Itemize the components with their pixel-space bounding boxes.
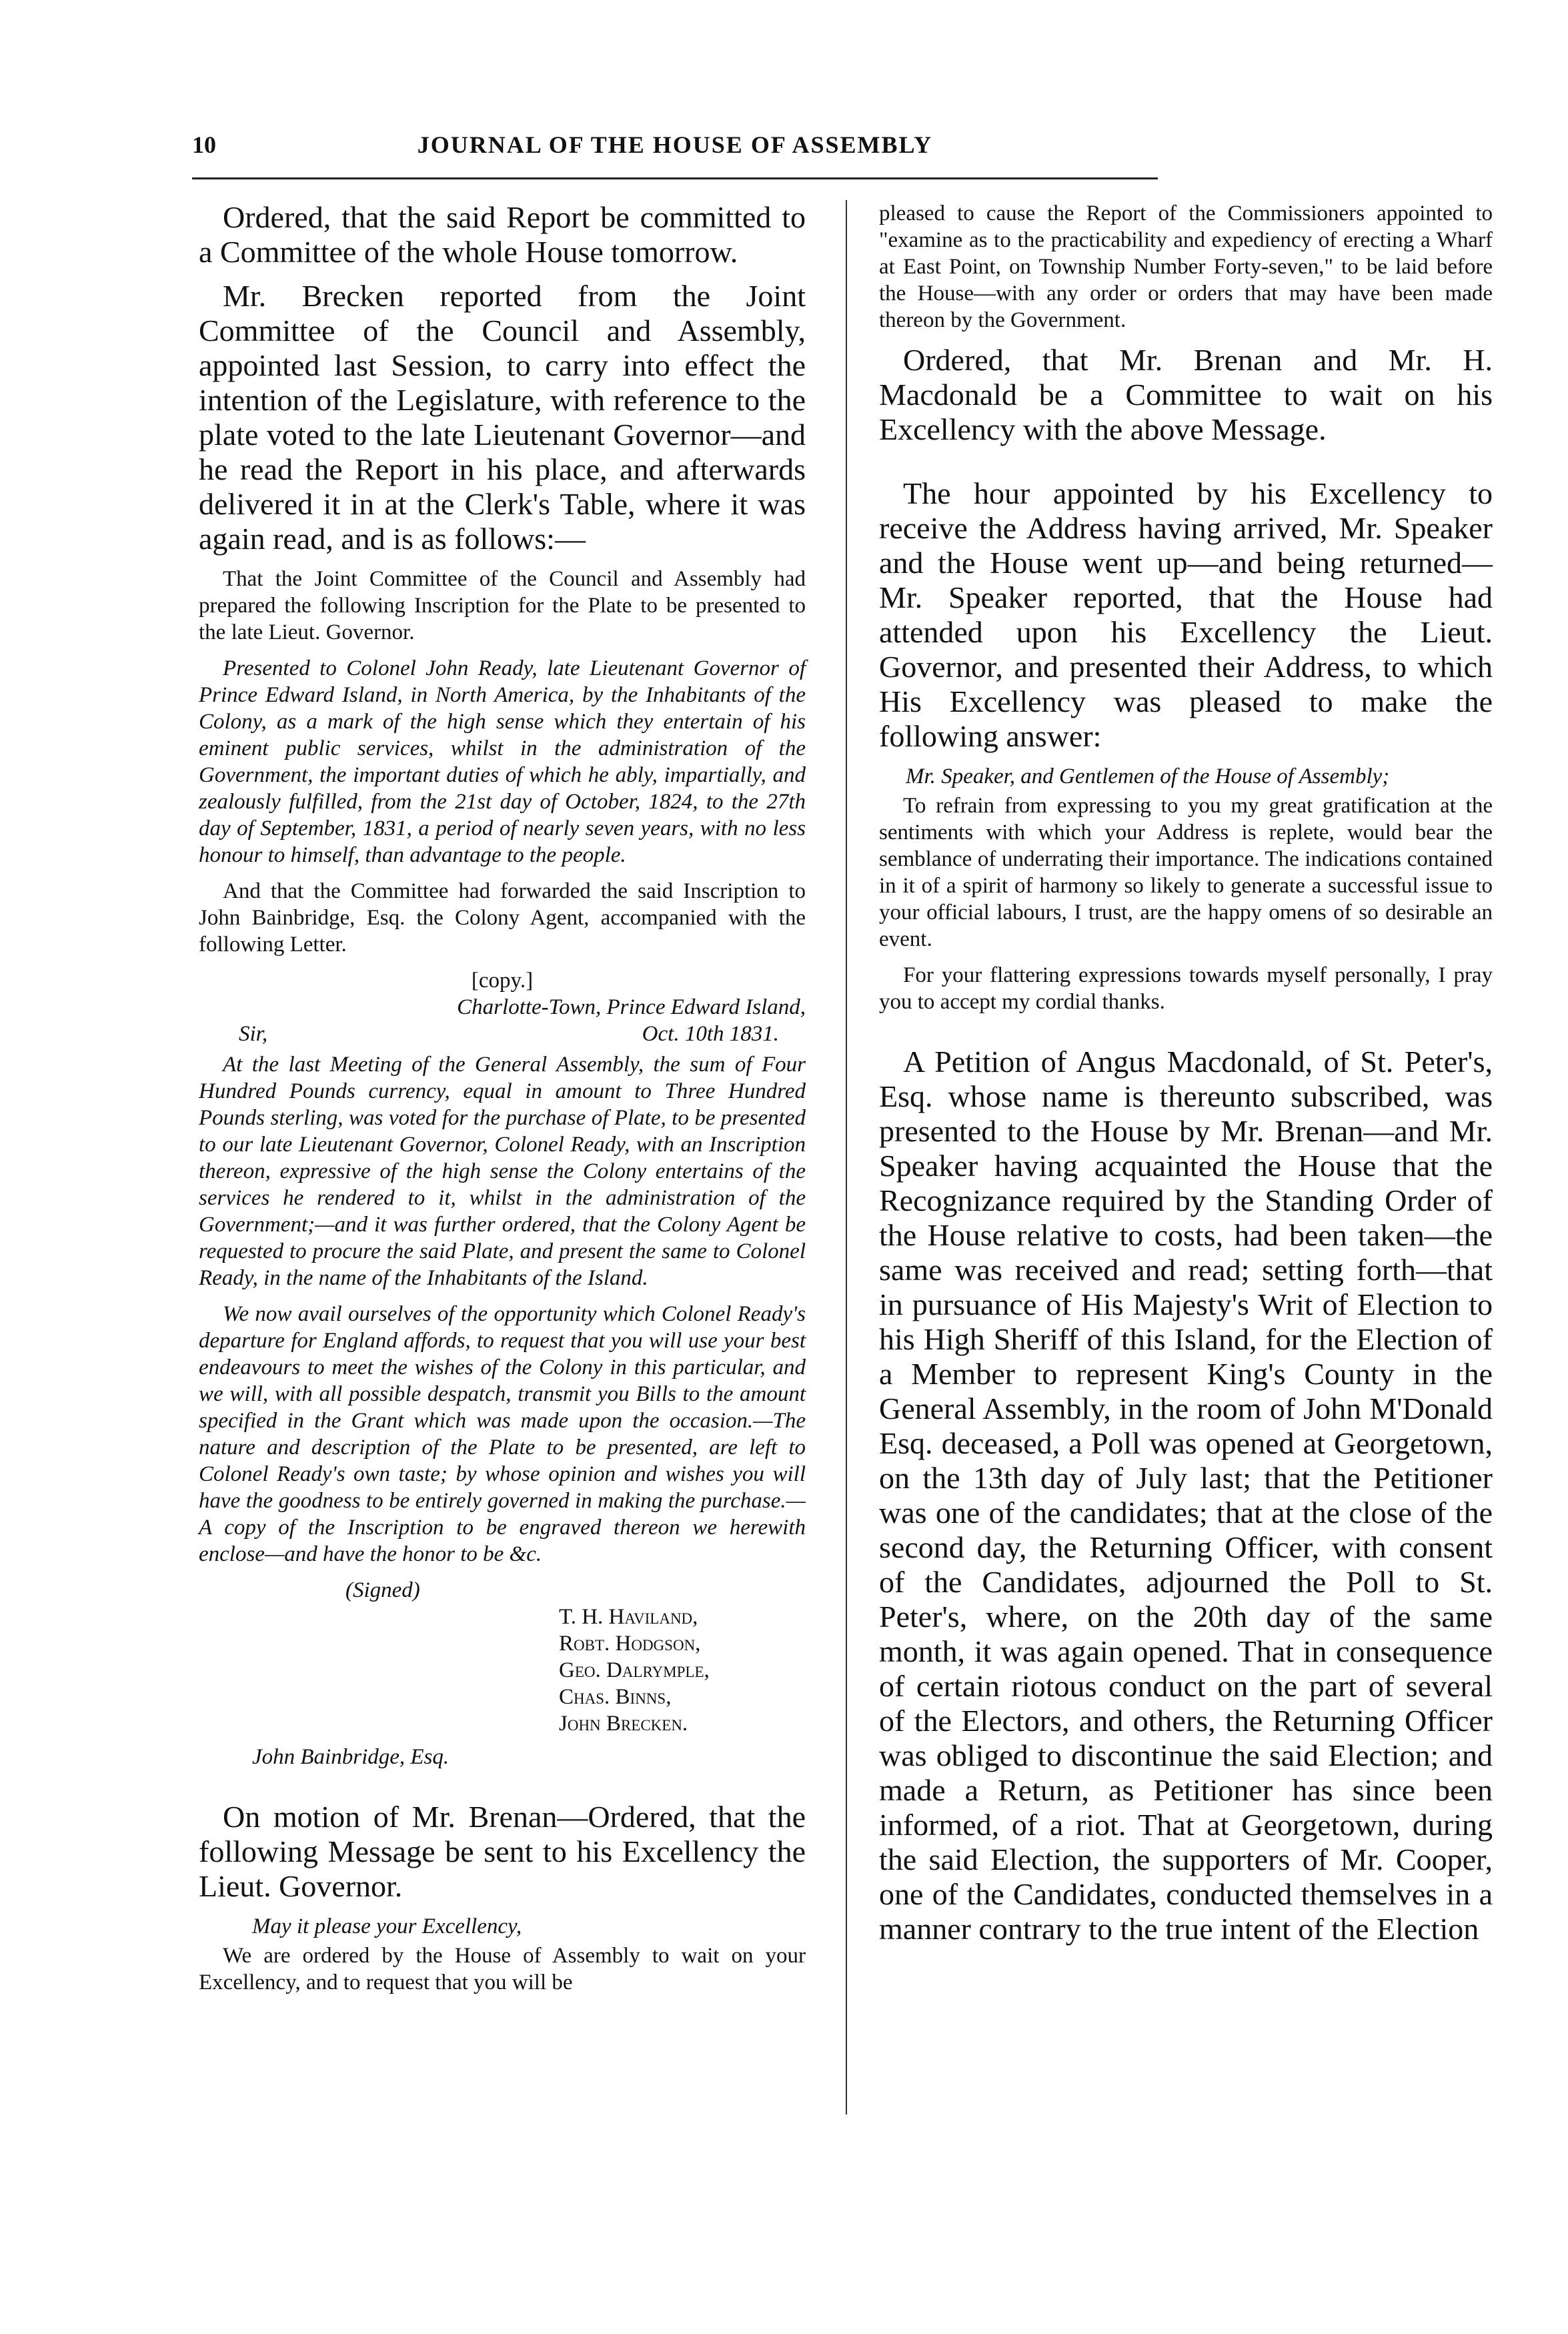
signed-label: (Signed) <box>345 1578 420 1602</box>
right-column <box>879 200 1493 1956</box>
paragraph-committee-wait: Ordered, that Mr. Brenan and Mr. H. Macdonald be a Committee to wait on his Excellency with the above Message. <box>879 343 1493 446</box>
column-divider <box>846 200 847 2115</box>
reply-salutation: Mr. Speaker, and Gentlemen of the House of Assembly; <box>906 764 1390 788</box>
paragraph-motion-brenan: On motion of Mr. Brenan—Ordered, that the following Message be sent to his Excellency the Lieut. Governor. <box>199 1800 806 1903</box>
spacer <box>879 456 1493 476</box>
page-header <box>192 131 1158 171</box>
left-column <box>199 200 806 2005</box>
dateline-date: Oct. 10th 1831. <box>642 1022 779 1046</box>
signer: Chas. Binns, <box>559 1685 672 1709</box>
message-salutation: May it please your Excellency, <box>252 1914 522 1938</box>
signer: John Brecken. <box>559 1712 688 1736</box>
addressee: John Bainbridge, Esq. <box>252 1745 450 1769</box>
message-continuation: pleased to cause the Report of the Commissioners appointed to "examine as to the practicability and expediency of erecting a Wharf at East Point, on Township Number Forty-seven," to be laid before the House—with any order or orders that may have been made thereon by the Government. <box>879 201 1493 332</box>
message-body: We are ordered by the House of Assembly to wait on your Excellency, and to request that you will be <box>199 1944 806 1994</box>
paragraph-forwarded: And that the Committee had forwarded the said Inscription to John Bainbridge, Esq. the Colony Agent, accompanied with the following Letter. <box>199 879 806 957</box>
page-number: 10 <box>192 131 216 158</box>
signer: Geo. Dalrymple, <box>559 1658 710 1682</box>
plate-inscription: Presented to Colonel John Ready, late Lieutenant Governor of Prince Edward Island, in North America, by the Inhabitants of the Colony, as a mark of the high sense which they entertain of his eminent public services, whilst in the administration of the Government, the important duties of which he ably, impartially, and zealously fulfilled, from the 21st day of October, 1824, to the 27th day of September, 1831, a period of nearly seven years, with no less honour to himself, than advantage to the people. <box>199 656 806 867</box>
paragraph-brecken-report: Mr. Brecken reported from the Joint Committee of the Council and Assembly, appointed last Session, to carry into effect the intention of the Legislature, with reference to the plate voted to the late Lieutenant Governor—and he read the Report in his place, and afterwards delivered it in at the Clerk's Table, where it was again read, and is as follows:— <box>199 279 806 556</box>
paragraph-address-received: The hour appointed by his Excellency to receive the Address having arrived, Mr. Speaker and the House went up—and being returned—Mr. Speaker reported, that the House had attended upon his Excellency the Lieut. Governor, and presented their Address, to which His Excellency was pleased to make the following answer: <box>879 476 1493 753</box>
letter-paragraph-1: At the last Meeting of the General Assembly, the sum of Four Hundred Pounds currency, equal in amount to Three Hundred Pounds sterling, was voted for the purchase of Plate, to be presented to our late Lieutenant Governor, Colonel Ready, with an Inscription thereon, expressive of the high sense the Colony entertains of the services he rendered to it, whilst in the administration of the Government;—and it was further ordered, that the Colony Agent be requested to procure the said Plate, and present the same to Colonel Ready, in the name of the Inhabitants of the Island. <box>199 1053 806 1290</box>
copy-mark: [copy.] <box>471 969 534 993</box>
running-title: JOURNAL OF THE HOUSE OF ASSEMBLY <box>417 131 933 158</box>
reply-paragraph-1: To refrain from expressing to you my great gratification at the sentiments with which your Address is replete, would bear the semblance of underrating their importance. The indications contained in it of a spirit of harmony so likely to generate a successful issue to your official labours, I trust, are the happy omens of so desirable an event. <box>879 794 1493 951</box>
signer: T. H. Haviland, <box>559 1605 698 1629</box>
header-rule <box>192 177 1158 179</box>
signers-list <box>559 1604 806 1737</box>
dateline-row <box>199 1021 806 1047</box>
spacer <box>879 1025 1493 1045</box>
paragraph-petition: A Petition of Angus Macdonald, of St. Peter's, Esq. whose name is thereunto subscribed, was presented to the House by Mr. Brenan—and Mr. Speaker having acquainted the House that the Recognizance required by the Standing Order of the House relative to costs, had been taken—the same was received and read; setting forth—that in pursuance of His Majesty's Writ of Election to his High Sheriff of this Island, for the Election of a Member to represent King's County in the General Assembly, in the room of John M'Donald Esq. deceased, a Poll was opened at Georgetown, on the 13th day of July last; that the Petitioner was one of the candidates; that at the close of the second day, the Returning Officer, with consent of the Candidates, adjourned the Poll to St. Peter's, where, on the 20th day of the same month, it was again opened. That in consequence of certain riotous conduct on the part of several of the Electors, and others, the Returning Officer was obliged to discontinue the said Election; and made a Return, as Petitioner has since been informed, of a riot. That at Georgetown, during the said Election, the supporters of Mr. Cooper, one of the Candidates, conducted themselves in a manner contrary to the true intent of the Election <box>879 1045 1493 1946</box>
spacer <box>199 1780 806 1800</box>
paragraph-joint-committee: That the Joint Committee of the Council and Assembly had prepared the following Inscription for the Plate to be presented to the late Lieut. Governor. <box>199 567 806 644</box>
reply-paragraph-2: For your flattering expressions towards myself personally, I pray you to accept my cordial thanks. <box>879 963 1493 1014</box>
letter-paragraph-2: We now avail ourselves of the opportunity which Colonel Ready's departure for England affords, to request that you will use your best endeavours to meet the wishes of the Colony in this particular, and we will, with all possible despatch, transmit you Bills to the amount specified in the Grant which was made upon the occasion.—The nature and description of the Plate to be presented, are left to Colonel Ready's own taste; by whose opinion and wishes you will have the goodness to be entirely governed in making the purchase.—A copy of the Inscription to be engraved thereon we herewith enclose—and have the honor to be &c. <box>199 1302 806 1566</box>
salutation: Sir, <box>239 1022 268 1046</box>
paragraph-ordered-committed: Ordered, that the said Report be committed to a Committee of the whole House tomorrow. <box>199 200 806 269</box>
dateline-place: Charlotte-Town, Prince Edward Island, <box>457 995 806 1019</box>
signer: Robt. Hodgson, <box>559 1632 701 1656</box>
